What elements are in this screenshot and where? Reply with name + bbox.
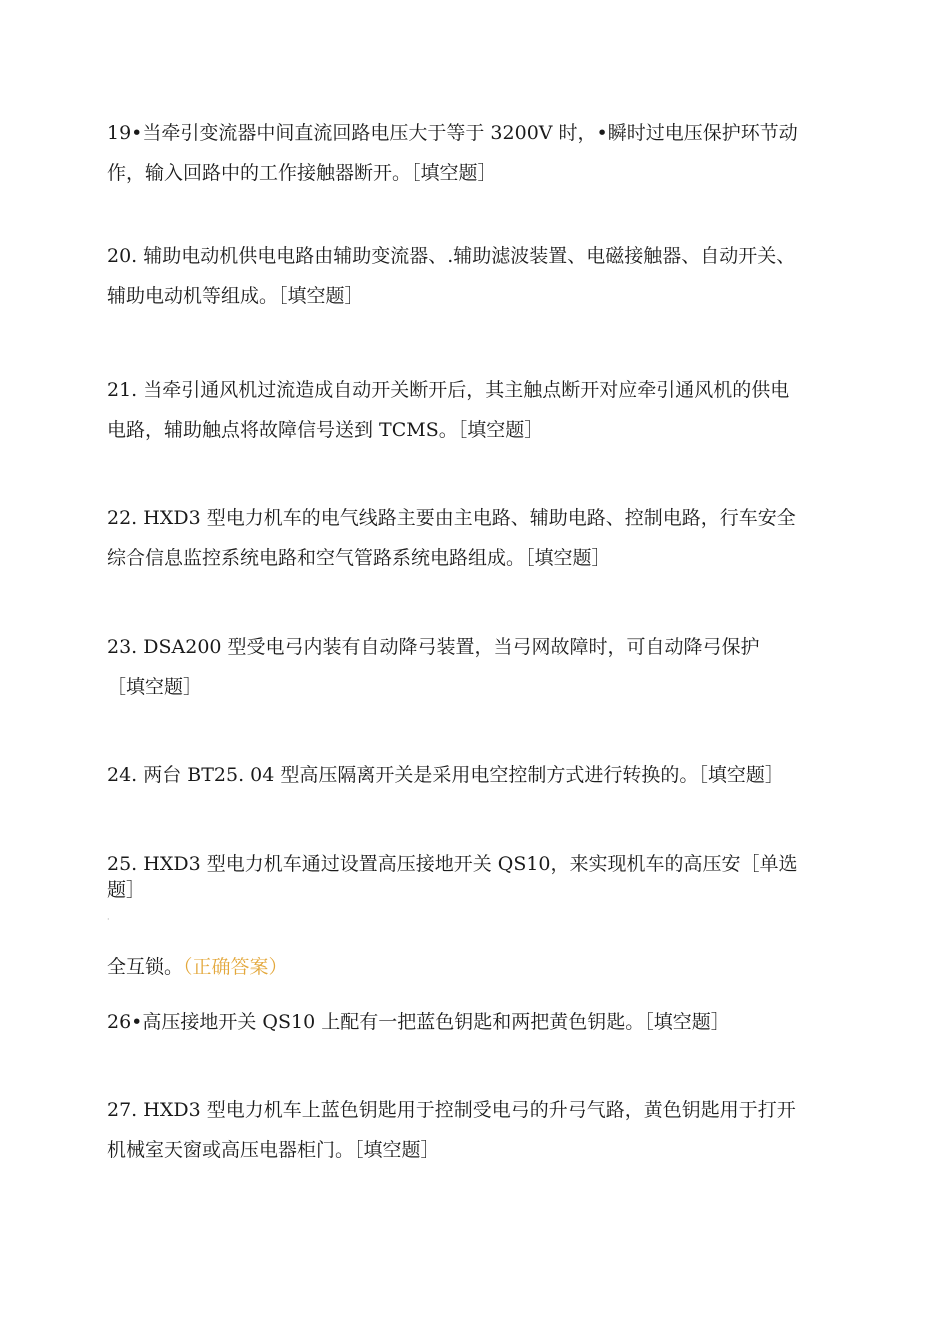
question-line: 电路，辅助触点将故障信号送到 TCMS。［填空题］	[107, 419, 544, 441]
question-line: 作，输入回路中的工作接触器断开。［填空题］	[107, 162, 497, 184]
question-25	[107, 851, 842, 903]
question-line: 22. HXD3 型电力机车的电气线路主要由主电路、辅助电路、控制电路，行车安全	[107, 507, 796, 529]
answer-line	[107, 947, 288, 987]
question-line: 24. 两台 BT25. 04 型高压隔离开关是采用电空控制方式进行转换的。［填空题］	[107, 764, 784, 786]
question-line: 19•当牵引变流器中间直流回路电压大于等于 3200V 时，•瞬时过电压保护环节动	[107, 122, 798, 144]
stray-dot: ·	[107, 915, 110, 924]
question-24	[107, 755, 842, 795]
question-line: 20. 辅助电动机供电电路由辅助变流器、.辅助滤波装置、电磁接触器、自动开关、	[107, 245, 796, 267]
answer-text: 全互锁。	[107, 956, 184, 978]
correct-answer-label: （正确答案）	[183, 956, 288, 978]
question-line: 26•高压接地开关 QS10 上配有一把蓝色钥匙和两把黄色钥匙。［填空题］	[107, 1011, 730, 1033]
question-line: 25. HXD3 型电力机车通过设置高压接地开关 QS10，来实现机车的高压安［单选	[107, 853, 798, 875]
question-line: 辅助电动机等组成。［填空题］	[107, 285, 364, 307]
question-21	[107, 370, 842, 450]
question-22	[107, 498, 842, 578]
question-line: 综合信息监控系统电路和空气管路系统电路组成。［填空题］	[107, 547, 611, 569]
question-27	[107, 1090, 842, 1170]
question-line: ［填空题］	[107, 676, 203, 698]
question-line: 机械室天窗或高压电器柜门。［填空题］	[107, 1139, 440, 1161]
question-line: 23. DSA200 型受电弓内装有自动降弓装置，当弓网故障时，可自动降弓保护	[107, 636, 760, 658]
question-line: 21. 当牵引通风机过流造成自动开关断开后，其主触点断开对应牵引通风机的供电	[107, 379, 790, 401]
question-line: 27. HXD3 型电力机车上蓝色钥匙用于控制受电弓的升弓气路，黄色钥匙用于打开	[107, 1099, 796, 1121]
question-23	[107, 627, 842, 707]
question-19	[107, 113, 842, 193]
question-26	[107, 1002, 842, 1042]
question-line: 题］	[107, 879, 146, 901]
question-20	[107, 236, 842, 316]
